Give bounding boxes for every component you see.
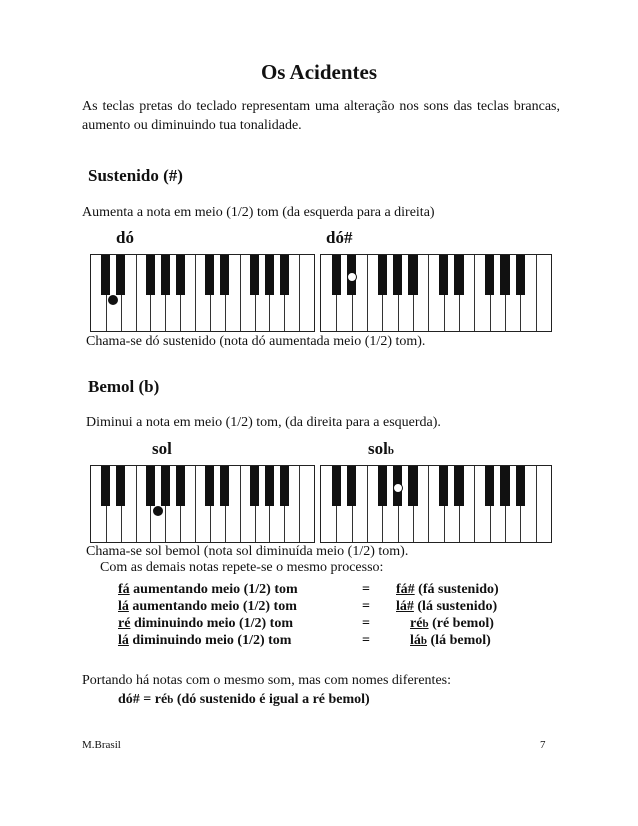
black-key (205, 255, 214, 295)
conclusion-text: Portando há notas com o mesmo som, mas com nomes diferentes: (82, 673, 451, 688)
keyboard-sol-bemol (320, 465, 552, 543)
black-key (146, 255, 155, 295)
black-key (265, 255, 274, 295)
black-key (347, 466, 356, 506)
black-key (516, 255, 525, 295)
rule-note: lá (118, 599, 129, 614)
label-sol-bemol: solb (368, 439, 394, 458)
rule-row (118, 616, 538, 632)
white-key-divider (136, 255, 137, 331)
black-key (176, 255, 185, 295)
black-key (220, 255, 229, 295)
black-key (378, 255, 387, 295)
rule-result: lá# (lá sustenido) (396, 599, 498, 614)
note-marker (347, 272, 357, 282)
black-key (454, 255, 463, 295)
bemol-caption-2: Com as demais notas repete-se o mesmo processo: (100, 560, 384, 575)
black-key (280, 466, 289, 506)
black-key (161, 466, 170, 506)
rule-result: réb (ré bemol) (410, 616, 494, 631)
white-key-divider (299, 466, 300, 542)
rule-row (118, 633, 538, 649)
sustenido-caption: Chama-se dó sustenido (nota dó aumentada meio (1/2) tom). (86, 334, 426, 349)
sustenido-heading: Sustenido (#) (88, 166, 183, 185)
rule-equals: = (362, 633, 370, 648)
label-sol: sol (152, 439, 172, 458)
black-key (116, 466, 125, 506)
rule-equals: = (362, 599, 370, 614)
rule-note: fá (118, 582, 130, 597)
black-key (393, 255, 402, 295)
sustenido-description: Aumenta a nota em meio (1/2) tom (da esquerda para a direita) (82, 205, 435, 220)
black-key (101, 255, 110, 295)
black-key (265, 466, 274, 506)
white-key-divider (367, 255, 368, 331)
black-key (146, 466, 155, 506)
rule-row (118, 582, 538, 598)
white-key-divider (474, 255, 475, 331)
keyboard-do (90, 254, 315, 332)
white-key-divider (536, 255, 537, 331)
white-key-divider (240, 466, 241, 542)
rule-result: fá# (fá sustenido) (396, 582, 499, 597)
white-key-divider (474, 466, 475, 542)
white-key-divider (536, 466, 537, 542)
note-marker (393, 483, 403, 493)
black-key (332, 255, 341, 295)
black-key (332, 466, 341, 506)
white-key-divider (136, 466, 137, 542)
black-key (439, 255, 448, 295)
keyboard-do-sustenido (320, 254, 552, 332)
page-number: 7 (540, 739, 546, 751)
intro-paragraph: As teclas pretas do teclado representam uma alteração nos sons das teclas brancas, aumento ou diminuindo tua tonalidade. (82, 99, 560, 133)
black-key (500, 255, 509, 295)
black-key (280, 255, 289, 295)
black-key (116, 255, 125, 295)
rule-text: diminuindo meio (1/2) tom (130, 616, 294, 631)
black-key (454, 466, 463, 506)
page-title: Os Acidentes (260, 60, 378, 84)
rule-text: diminuindo meio (1/2) tom (128, 633, 292, 648)
white-key-divider (240, 255, 241, 331)
black-key (408, 255, 417, 295)
rule-note: lá (118, 633, 129, 648)
rule-equals: = (362, 582, 370, 597)
black-key (205, 466, 214, 506)
bemol-caption: Chama-se sol bemol (nota sol diminuída meio (1/2) tom). (86, 544, 409, 559)
rule-row (118, 599, 538, 615)
note-marker (108, 295, 118, 305)
bemol-heading: Bemol (b) (88, 377, 160, 396)
note-marker (153, 506, 163, 516)
black-key (378, 466, 387, 506)
black-key (101, 466, 110, 506)
white-key-divider (299, 255, 300, 331)
label-do: dó (116, 228, 134, 247)
black-key (485, 255, 494, 295)
rule-note: ré (118, 616, 131, 631)
white-key-divider (367, 466, 368, 542)
black-key (220, 466, 229, 506)
black-key (250, 255, 259, 295)
bemol-description: Diminui a nota em meio (1/2) tom, (da direita para a esquerda). (86, 415, 441, 430)
white-key-divider (195, 255, 196, 331)
black-key (500, 466, 509, 506)
rule-text: aumentando meio (1/2) tom (128, 599, 297, 614)
white-key-divider (195, 466, 196, 542)
black-key (250, 466, 259, 506)
footer-author: M.Brasil (82, 739, 121, 751)
keyboard-sol (90, 465, 315, 543)
black-key (439, 466, 448, 506)
black-key (161, 255, 170, 295)
rule-equals: = (362, 616, 370, 631)
black-key (408, 466, 417, 506)
white-key-divider (428, 466, 429, 542)
equivalence-line: dó# = réb (dó sustenido é igual a ré bemol) (118, 692, 370, 707)
rule-result: láb (lá bemol) (410, 633, 491, 648)
black-key (176, 466, 185, 506)
rule-text: aumentando meio (1/2) tom (129, 582, 298, 597)
label-do-sustenido: dó# (326, 228, 353, 247)
black-key (516, 466, 525, 506)
white-key-divider (428, 255, 429, 331)
black-key (485, 466, 494, 506)
